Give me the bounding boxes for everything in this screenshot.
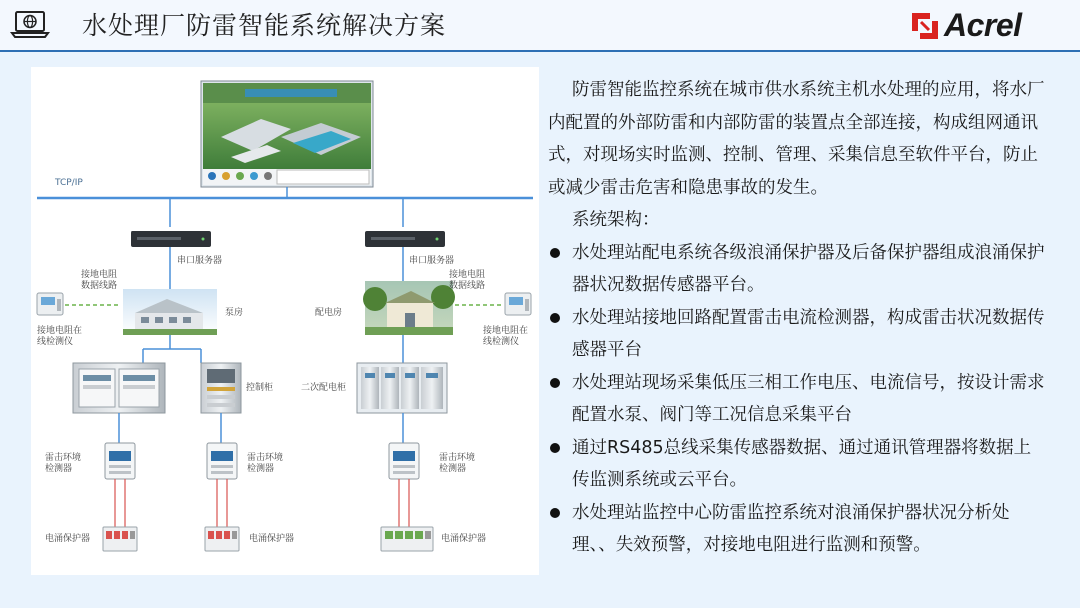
serial-server-left-device — [131, 231, 211, 247]
secondary-cabinet-label: 二次配电柜 — [301, 383, 347, 393]
ground-monitor-right-label: 接地电阻在 线检测仪 — [483, 326, 529, 347]
ground-resistance-monitor-left-device — [37, 293, 63, 315]
surge-protector-3-device — [381, 527, 433, 551]
surge-protector-1-device — [103, 527, 137, 551]
list-item: 水处理站接地回路配置雷击电流检测器，构成雷击状况数据传感器平台 — [548, 302, 1048, 367]
serial-server-left-label: 串口服务器 — [177, 256, 223, 266]
page-title: 水处理厂防雷智能系统解决方案 — [82, 11, 447, 40]
control-cabinet-label: 控制柜 — [246, 383, 274, 393]
lightning-sensor-3-device — [389, 443, 419, 479]
pump-room-photo — [123, 289, 217, 335]
diagram-graphics — [31, 67, 539, 575]
serial-server-right-label: 串口服务器 — [409, 256, 455, 266]
description-panel — [548, 74, 1048, 562]
power-room-photo — [363, 281, 455, 335]
architecture-heading: 系统架构： — [572, 210, 660, 230]
surge-protector-3-label: 电涌保护器 — [441, 534, 487, 544]
control-cabinet-photo — [201, 363, 241, 413]
system-architecture-diagram — [31, 67, 539, 575]
logo-text: Acrel — [944, 7, 1022, 43]
surge-protector-1-label: 电涌保护器 — [45, 534, 91, 544]
ground-lines-left-label: 接地电阻 数据线路 — [81, 270, 118, 291]
list-item: 通过RS485总线采集传感器数据、通过通讯管理器将数据上传监测系统或云平台。 — [548, 432, 1048, 497]
ground-resistance-monitor-right-device — [505, 293, 531, 315]
lightning-sensor-3-label: 雷击环境 检测器 — [439, 453, 476, 474]
pump-control-cabinet-photo — [73, 363, 165, 413]
header-divider — [0, 50, 1080, 52]
ground-monitor-left-label: 接地电阻在 线检测仪 — [37, 326, 83, 347]
intro-paragraph: 防雷智能监控系统在城市供水系统主机水处理的应用，将水厂内配置的外部防雷和内部防雷的装置点全部连接，构成组网通讯式，对现场实时监测、控制、管理、采集信息至软件平台，防止或减少雷击危害和隐患事故的发生。 — [548, 80, 1045, 198]
pump-room-label: 泵房 — [225, 308, 244, 318]
serial-server-right-device — [365, 231, 445, 247]
lightning-sensor-2-label: 雷击环境 检测器 — [247, 453, 284, 474]
laptop-globe-icon — [10, 10, 50, 40]
lightning-sensor-1-label: 雷击环境 检测器 — [45, 453, 82, 474]
architecture-bullet-list — [548, 237, 1048, 562]
surge-protector-2-label: 电涌保护器 — [249, 534, 295, 544]
secondary-distribution-cabinet-photo — [357, 363, 447, 413]
list-item: 水处理站现场采集低压三相工作电压、电流信号，按设计需求配置水泵、阀门等工况信息采集平台 — [548, 367, 1048, 432]
ground-lines-right-label: 接地电阻 数据线路 — [449, 270, 486, 291]
surge-protector-2-device — [205, 527, 239, 551]
acrel-logo — [910, 8, 1058, 44]
tcp-ip-label: TCP/IP — [55, 178, 83, 188]
lightning-sensor-1-device — [105, 443, 135, 479]
list-item: 水处理站监控中心防雷监控系统对浪涌保护器状况分析处理、、失效预警，对接地电阻进行监测和预警。 — [548, 497, 1048, 562]
power-room-label: 配电房 — [315, 308, 343, 318]
lightning-sensor-2-device — [207, 443, 237, 479]
acrel-logo-mark — [910, 11, 940, 41]
list-item: 水处理站配电系统各级浪涌保护器及后备保护器组成浪涌保护器状况数据传感器平台。 — [548, 237, 1048, 302]
monitoring-software-screenshot — [201, 81, 373, 187]
header-bar — [0, 0, 1080, 52]
